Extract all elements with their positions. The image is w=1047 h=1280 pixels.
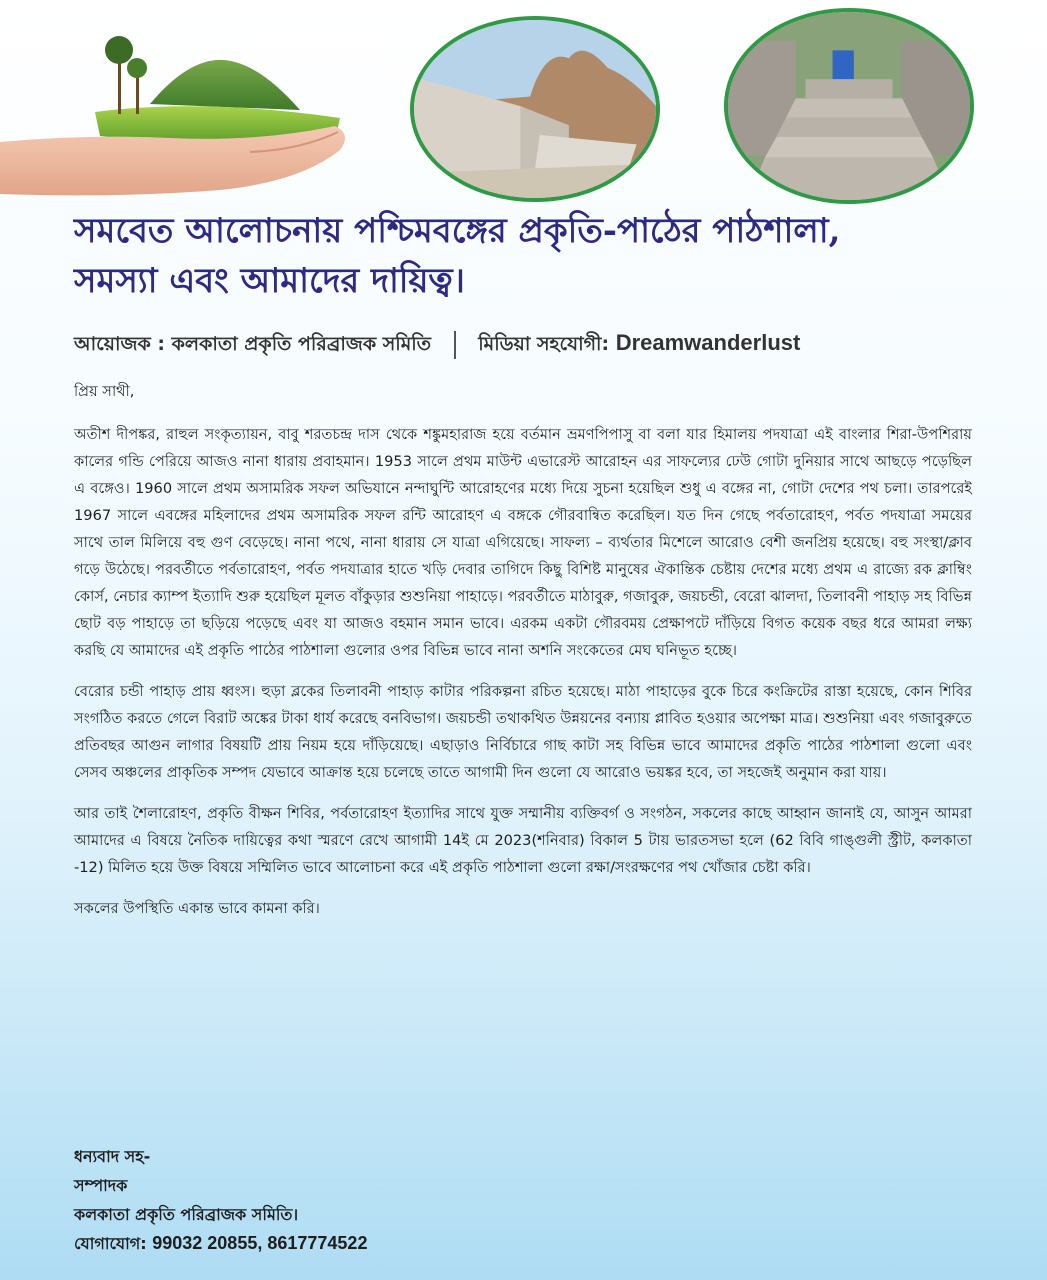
stone-steps-photo — [724, 8, 974, 204]
title-line-1: সমবেত আলোচনায় পশ্চিমবঙ্গের প্রকৃতি-পাঠের পাঠশালা, — [74, 211, 841, 251]
flyer-title — [74, 206, 1014, 306]
media-partner-label: মিডিয়া সহযোগী: — [478, 333, 610, 355]
signature-block — [74, 1142, 674, 1258]
hand-with-hill-illustration — [0, 22, 360, 200]
paragraph-invitation: আর তাই শৈলারোহণ, প্রকৃতি বীক্ষন শিবির, পর্বতারোহণ ইত্যাদির সাথে যুক্ত সম্মানীয় ব্যক্তিবর্গ ও সংগঠন, সকলের কাছে আহ্বান জানাই যে, আসুন আমরা আমাদের এ বিষয়ে নৈতিক দায়িত্বের কথা স্মরণে রেখে আগামী 14ই মে 2023(শনিবার) বিকাল 5 টায় ভারতসভা হলে (62 বিবি গাঙ্গুলী স্ট্রীট, কলকাতা -12) মিলিত হয়ে উক্ত বিষয়ে সম্মিলিত ভাবে আলোচনা করে এই প্রকৃতি পাঠশালা গুলো রক্ষা/সংরক্ষণের পথ খোঁজার চেষ্টা করি। — [74, 805, 972, 876]
letter-body — [74, 378, 972, 936]
sign-thanks: ধন্যবাদ সহ- — [74, 1147, 151, 1166]
salutation: প্রিয় সাথী, — [74, 383, 135, 400]
quarried-hill-photo — [410, 16, 660, 202]
media-partner-name: Dreamwanderlust — [615, 330, 801, 355]
organizer-separator — [454, 331, 456, 359]
paragraph-threats: বেরোর চন্ডী পাহাড় প্রায় ধ্বংস। হুড়া ব্লকের তিলাবনী পাহাড় কাটার পরিকল্পনা রচিত হয়েছে। মাঠা পাহাড়ের বুকে চিরে কংক্রিটের রাস্তা হয়েছে, কোন শিবির সংগঠিত করতে গেলে বিরাট অঙ্কের টাকা ধার্য করেছে বনবিভাগ। জয়চন্ডী তথাকথিত উন্নয়নের বন্যায় প্লাবিত হওয়ার অপেক্ষা মাত্র। শুশুনিয়া এবং গজাবুরুতে প্রতিবছর আগুন লাগার বিষয়টি প্রায় নিয়ম হয়ে দাঁড়িয়েছে। এছাড়াও নির্বিচারে গাছ কাটা সহ বিভিন্ন ভাবে আমাদের প্রকৃতি পাঠের পাঠশালা গুলো এবং সেসব অঞ্চলের প্রাকৃতিক সম্পদ যেভাবে আক্রান্ত হয়ে চলেছে তাতে আগামী দিন গুলো যে আরোও ভয়ঙ্কর হবে, তা সহজেই অনুমান করা যায়। — [74, 683, 972, 781]
title-line-2: সমস্যা এবং আমাদের দায়িত্ব। — [74, 261, 465, 301]
paragraph-history: অতীশ দীপঙ্কর, রাহুল সংকৃত্যায়ন, বাবু শরতচন্দ্র দাস থেকে শঙ্কুমহারাজ হয়ে বর্তমান ভ্রমণপিপাসু বা বলা যার হিমালয় পদযাত্রা এই বাংলার শিরা-উপশিরায় কালের গন্ডি পেরিয়ে আজও নানা ধারায় প্রবাহমান। 1953 সালে প্রথম মাউন্ট এভারেস্ট আরোহন এর সাফল্যের ঢেউ গোটা দুনিয়ার সাথে আছড়ে পড়েছিল এ বঙ্গেও। 1960 সালে প্রথম অসামরিক সফল অভিযানে নন্দাঘুন্টি আরোহণের মধ্যে দিয়ে সুচনা হয়েছিল শুধু এ বঙ্গের না, গোটা দেশের পথ চলা। তারপরেই 1967 সালে এবঙ্গের মহিলাদের প্রথম অসামরিক সফল রন্টি আরোহণ এ বঙ্গকে গৌরবান্বিত করেছিল। যত দিন গেছে পর্বতারোহণ, পর্বত পদযাত্রা সময়ের সাথে তাল মিলিয়ে বহু গুণ বেড়েছে। নানা পথে, নানা ধারায় সে যাত্রা এগিয়েছে। সাফল্য – ব্যর্থতার মিশেলে আরোও বেশী জনপ্রিয় হয়েছে। বহু সংস্থা/ক্লাব গড়ে উঠেছে। পরবর্তীতে পর্বতারোহণ, পর্বত পদযাত্রার হাতে খড়ি দেবার তাগিদে কিছু বিশিষ্ট মানুষের ঐকান্তিক চেষ্টায় দেশের মধ্যে প্রথম এ রাজ্যে রক ক্লাম্বিং কোর্স, নেচার ক্যাম্প ইত্যাদি শুরু হয়েছিল মূলত বাঁকুড়ার শুশুনিয়া পাহাড়ে। পরবর্তীতে মাঠাবুরু, গজাবুরু, জয়চন্ডী, বেরো ঝালদা, তিলাবনী পাহাড় সহ বিভিন্ন ছোট বড় পাহাড়ে তা ছড়িয়ে পড়েছে এবং যা আজও বহমান সমান ভাবে। এরকম একটা গৌরবময় প্রেক্ষাপটে দাঁড়িয়ে বিগত কয়েক বছর ধরে আমরা লক্ষ্য করছি যে আমাদের এই প্রকৃতি পাঠের পাঠশালা গুলোর ওপর বিভিন্ন ভাবে নানা অশনি সংকেতের মেঘ ঘনিভূত হচ্ছে। — [74, 426, 972, 659]
contact-label: যোগাযোগ: — [74, 1234, 147, 1253]
sign-role: সম্পাদক — [74, 1176, 128, 1195]
paragraph-closing: সকলের উপস্থিতি একান্ত ভাবে কামনা করি। — [74, 900, 320, 917]
organizer-label: আয়োজক : কলকাতা প্রকৃতি পরিব্রাজক সমিতি — [74, 333, 431, 355]
contact-numbers: 99032 20855, 8617774522 — [152, 1233, 368, 1253]
sign-organization: কলকাতা প্রকৃতি পরিব্রাজক সমিতি। — [74, 1205, 299, 1224]
contact-line — [74, 1229, 674, 1258]
organizer-line — [74, 330, 1014, 362]
